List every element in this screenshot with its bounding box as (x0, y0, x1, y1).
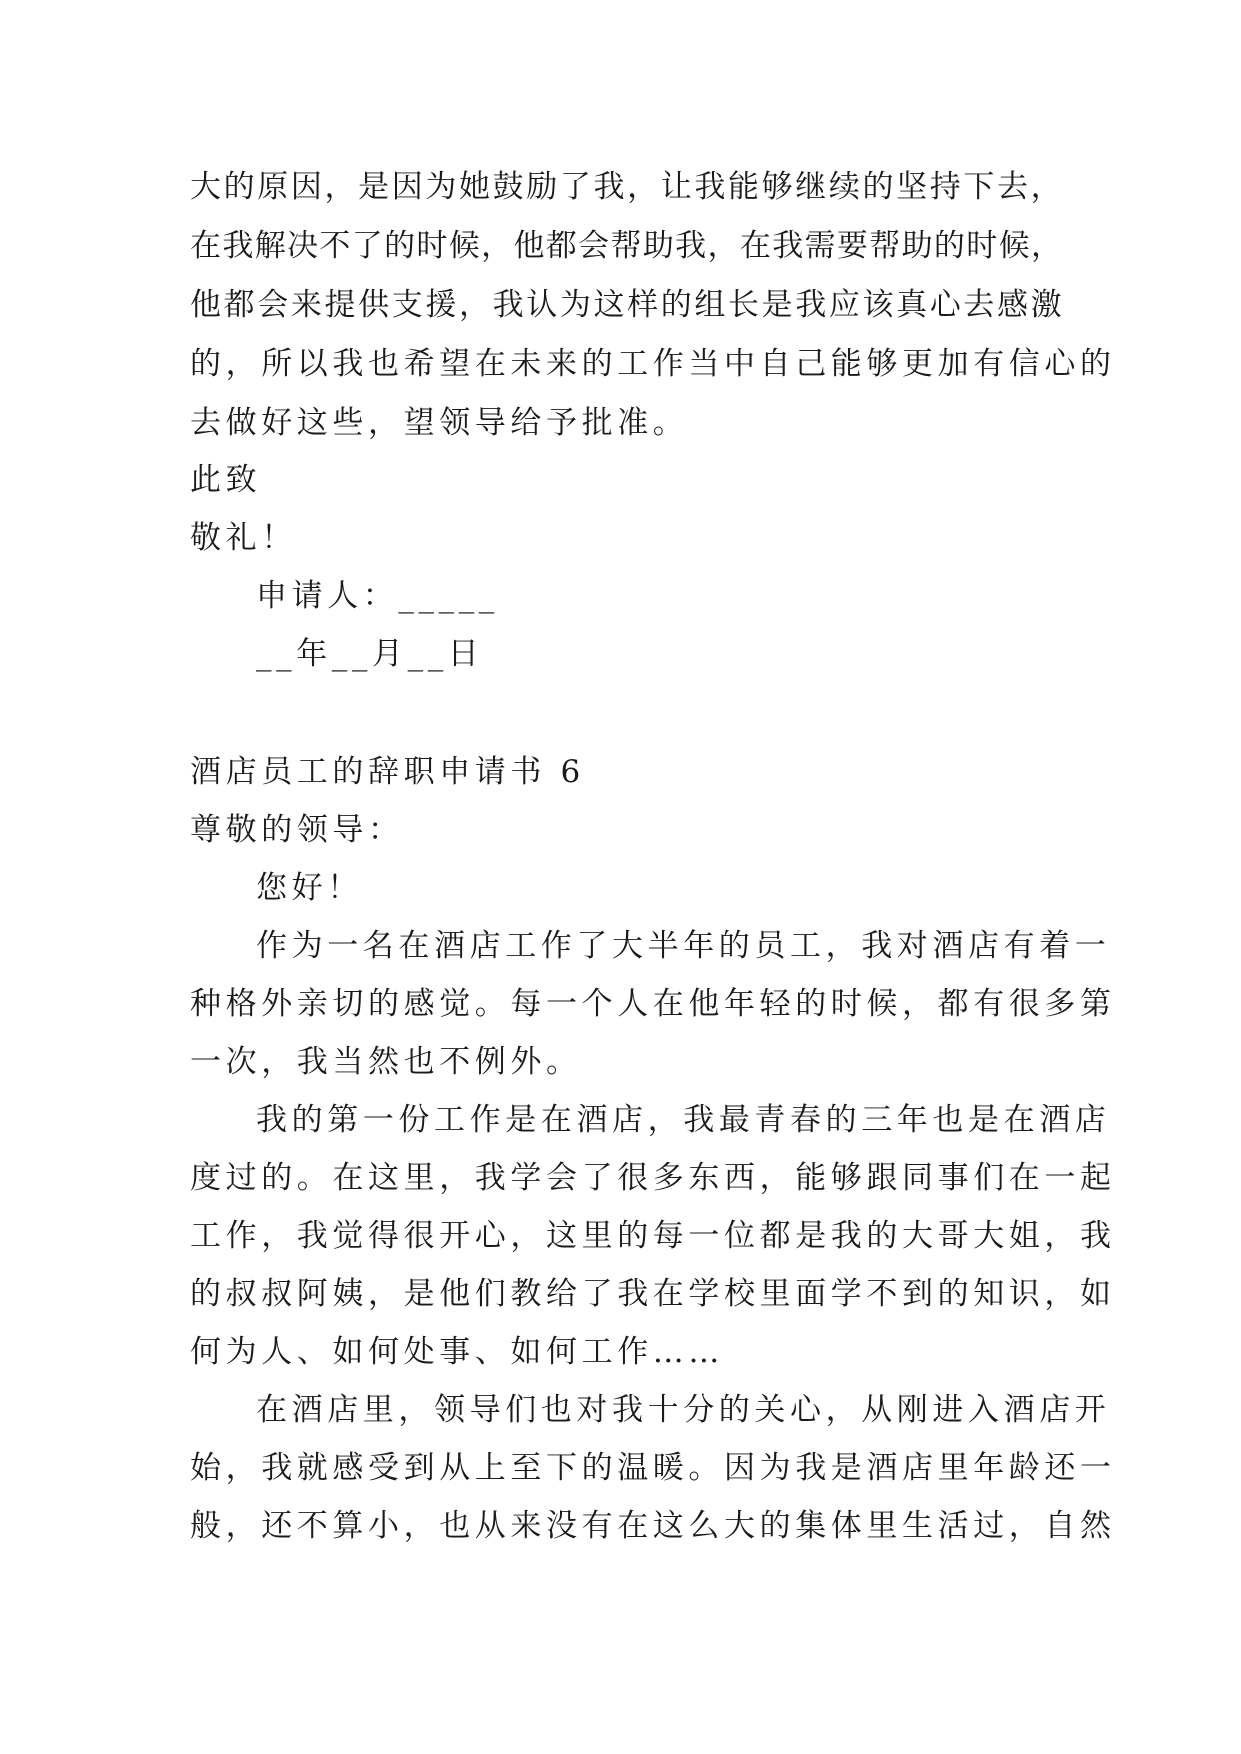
closing-phrase: 此致 (190, 462, 262, 498)
body-text-line: 何为人、如何处事、如何工作…… (190, 1334, 724, 1370)
body-text-line: 种格外亲切的感觉。每一个人在他年轻的时候，都有很多第 (190, 986, 1116, 1022)
body-text-line: 作为一名在酒店工作了大半年的员工，我对酒店有着一 (256, 928, 1111, 964)
body-text-line: 我的第一份工作是在酒店，我最青春的三年也是在酒店 (256, 1102, 1111, 1138)
body-text-line: 在酒店里，领导们也对我十分的关心，从刚进入酒店开 (256, 1392, 1111, 1428)
body-text-line: 般，还不算小，也从来没有在这么大的集体里生活过，自然 (190, 1508, 1116, 1544)
applicant-signature: 申请人：_____ (256, 578, 499, 614)
greeting: 您好！ (256, 870, 363, 906)
body-text-line: 度过的。在这里，我学会了很多东西，能够跟同事们在一起 (190, 1160, 1116, 1196)
section-title: 酒店员工的辞职申请书 6 (190, 754, 585, 790)
body-text-line: 去做好这些，望领导给予批准。 (190, 405, 689, 441)
body-text-line: 始，我就感受到从上至下的温暖。因为我是酒店里年龄还一 (190, 1450, 1116, 1486)
body-text-line: 他 都 会 来 提 供 支 援 ， 我 认 为 这 样 的 组 长 是 我 应 该 真 心 去 感 激 (190, 287, 1062, 323)
body-text-line: 一次，我当然也不例外。 (190, 1044, 582, 1080)
body-text-line: 在 我 解 决 不 了 的 时 候 ， 他 都 会 帮 助 我 ， 在 我 需 要 帮 助 的 时 候 ， (190, 228, 1062, 264)
body-text-line: 的，所以我也希望在未来的工作当中自己能够更加有信心的 (190, 346, 1116, 382)
salutation: 尊敬的领导： (190, 812, 404, 848)
body-text-line: 工作，我觉得很开心，这里的每一位都是我的大哥大姐，我 (190, 1218, 1116, 1254)
date-line: __年__月__日 (256, 636, 484, 672)
closing-salute: 敬礼！ (190, 520, 297, 556)
body-text-line: 大 的 原 因 ， 是 因 为 她 鼓 励 了 我 ， 让 我 能 够 继 续 的 坚 持 下 去 ， (190, 169, 1062, 205)
body-text-line: 的叔叔阿姨，是他们教给了我在学校里面学不到的知识，如 (190, 1276, 1116, 1312)
